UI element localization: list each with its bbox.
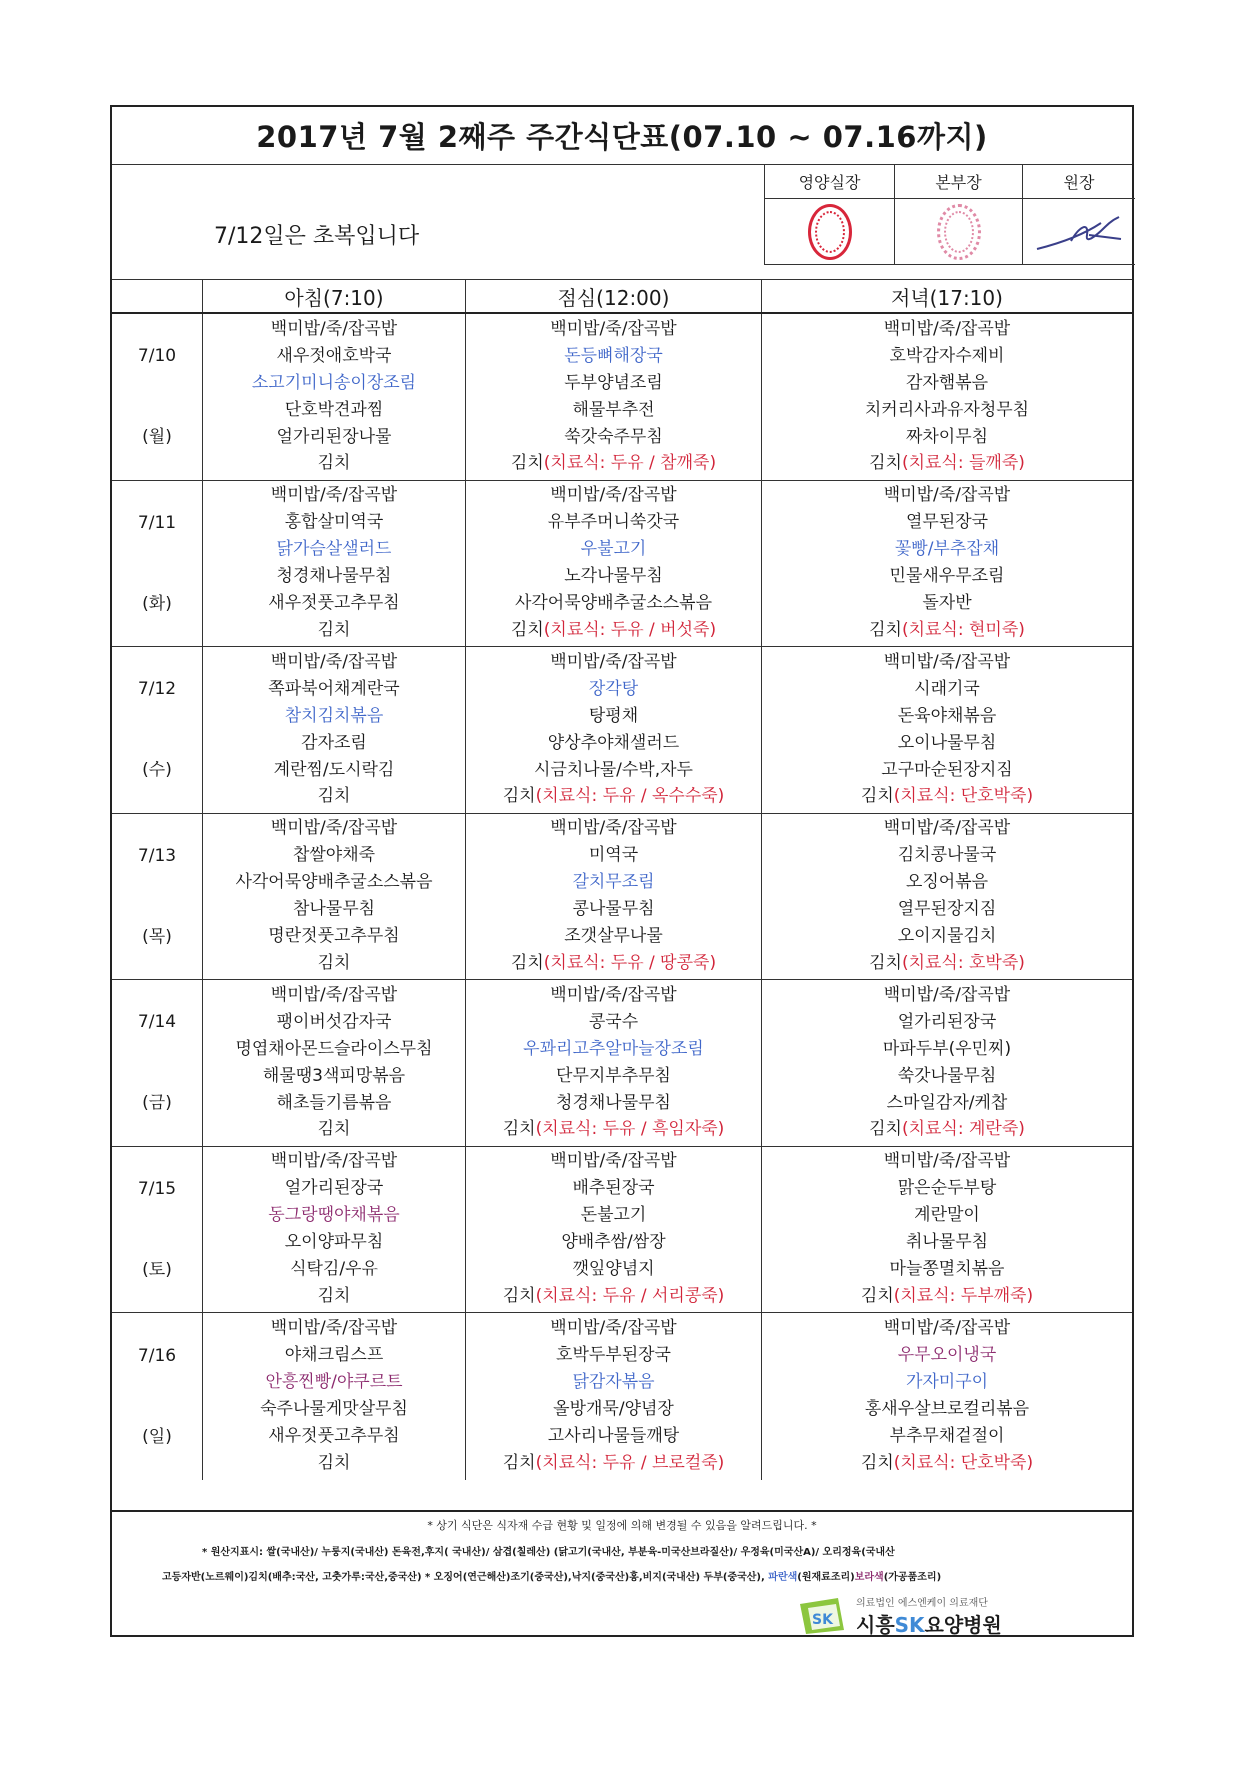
breakfast-cell — [203, 814, 466, 980]
menu-item: 식탁김/우유 — [290, 1259, 378, 1280]
therapeutic-diet-note: (치료식: 호박죽) — [901, 952, 1025, 973]
date-label: 7/13 — [137, 845, 177, 866]
menu-item: 스마일감자/케찹 — [886, 1092, 1008, 1113]
menu-item: 안흥찐빵/야쿠르트 — [265, 1372, 403, 1393]
menu-item: 오이양파무침 — [284, 1232, 384, 1253]
day-row — [112, 314, 1132, 481]
menu-item: 김치 — [317, 952, 351, 973]
menu-item: 노각나물무침 — [564, 566, 663, 587]
menu-item: 김치(치료식: 들깨죽) — [869, 453, 1025, 474]
therapeutic-diet-note: (치료식: 두유 / 흑임자죽) — [535, 1119, 725, 1140]
menu-item: 백미밥/죽/잡곡밥 — [270, 1318, 398, 1339]
menu-item: 새우젓풋고추무침 — [268, 1426, 400, 1447]
menu-item: 김치(치료식: 단호박죽) — [860, 1453, 1034, 1474]
menu-item: 김치(치료식: 두유 / 참깨죽) — [510, 453, 717, 474]
menu-days — [112, 314, 1132, 1480]
org-name: 시흥SK요양병원 — [856, 1613, 1002, 1637]
menu-item: 조갯살무나물 — [564, 926, 663, 947]
day-row — [112, 481, 1132, 648]
menu-item: 얼가리된장국 — [897, 1011, 997, 1032]
menu-table — [112, 279, 1132, 1480]
date-label: 7/14 — [137, 1012, 177, 1033]
menu-item: 백미밥/죽/잡곡밥 — [270, 318, 398, 339]
menu-item: 마늘쫑멸치볶음 — [889, 1259, 1005, 1280]
menu-item: 김치 — [317, 1453, 351, 1474]
menu-item: 단호박견과찜 — [284, 399, 384, 420]
lunch-cell — [466, 1313, 762, 1480]
weekday-label: (금) — [142, 1093, 172, 1114]
date-cell — [112, 1313, 203, 1480]
menu-item: 열무된장국 — [905, 512, 989, 533]
menu-item: 김치(치료식: 호박죽) — [869, 952, 1025, 973]
page-title: 2017년 7월 2째주 주간식단표(07.10 ~ 07.16까지) — [112, 107, 1132, 165]
pink-seal-icon — [937, 204, 981, 260]
menu-item: 두부양념조림 — [564, 372, 663, 393]
menu-item: 해초들기름볶음 — [276, 1092, 392, 1113]
menu-item: 오이나물무침 — [897, 732, 997, 753]
menu-item: 감자조림 — [301, 732, 367, 753]
menu-item: 백미밥/죽/잡곡밥 — [550, 318, 677, 339]
weekday-label: (목) — [142, 926, 172, 947]
approval-stamp-nutrition — [765, 199, 895, 265]
day-row — [112, 814, 1132, 981]
menu-item: 해물부추전 — [572, 399, 655, 420]
menu-item: 해물땡3색피망볶음 — [262, 1065, 406, 1086]
approval-box — [764, 165, 1134, 265]
day-row — [112, 1313, 1132, 1480]
menu-item: 김치(치료식: 단호박죽) — [860, 786, 1034, 807]
date-label: 7/11 — [137, 512, 177, 533]
day-row — [112, 980, 1132, 1147]
approval-label: 원장 — [1023, 165, 1135, 199]
menu-item: 부추무채겉절이 — [889, 1426, 1005, 1447]
menu-item: 홍합살미역국 — [284, 512, 384, 533]
menu-item: 참치김치볶음 — [284, 705, 384, 726]
origin-info-2: 고등자반(노르웨이)김치(배추:국산, 고춧가루:국산,중국산) * 오징어(연근해산)조기(중국산),낙지(중국산)홍,비지(국내산) 두부(중국산), 파란색(원재료조리)보라색(가공품조리) — [162, 1572, 942, 1583]
menu-item: 쑥갓숙주무침 — [564, 426, 663, 447]
menu-item: 유부주머니쑥갓국 — [547, 512, 680, 533]
breakfast-header: 아침(7:10) — [203, 280, 466, 312]
menu-item: 계란찜/도시락김 — [273, 759, 395, 780]
dinner-cell — [762, 481, 1132, 647]
footer-notice: * 상기 식단은 식자재 수급 현황 및 일정에 의해 변경될 수 있음을 알려드립니다. * — [427, 1519, 817, 1532]
menu-item: 백미밥/죽/잡곡밥 — [883, 651, 1011, 672]
date-cell — [112, 481, 203, 647]
lunch-cell — [466, 647, 762, 813]
menu-item: 백미밥/죽/잡곡밥 — [883, 1151, 1011, 1172]
menu-item: 백미밥/죽/잡곡밥 — [550, 1318, 677, 1339]
breakfast-cell — [203, 647, 466, 813]
menu-item: 소고기미니송이장조림 — [251, 372, 417, 393]
footer — [112, 1510, 1132, 1635]
menu-item: 양상추야채샐러드 — [547, 732, 680, 753]
menu-item: 우무오이냉국 — [897, 1345, 997, 1366]
menu-item: 콩나물무침 — [572, 899, 655, 920]
signature-icon — [1031, 205, 1127, 259]
menu-item: 얼가리된장나물 — [276, 426, 392, 447]
therapeutic-diet-note: (치료식: 두유 / 땅콩죽) — [543, 952, 717, 973]
menu-item: 백미밥/죽/잡곡밥 — [883, 984, 1011, 1005]
menu-item: 미역국 — [588, 845, 639, 866]
menu-item: 시금치나물/수박,자두 — [534, 759, 693, 780]
menu-item: 얼가리된장국 — [284, 1178, 384, 1199]
therapeutic-diet-note: (치료식: 계란죽) — [901, 1119, 1025, 1140]
breakfast-cell — [203, 980, 466, 1146]
menu-item: 백미밥/죽/잡곡밥 — [883, 818, 1011, 839]
breakfast-cell — [203, 481, 466, 647]
menu-item: 야채크림스프 — [284, 1345, 384, 1366]
therapeutic-diet-note: (치료식: 두유 / 브로컬죽) — [535, 1453, 725, 1474]
approval-label: 본부장 — [895, 165, 1023, 199]
menu-item: 장각탕 — [588, 678, 639, 699]
menu-item: 김치(치료식: 현미죽) — [869, 619, 1025, 640]
dinner-cell — [762, 1313, 1132, 1480]
legend-blue: 파란색 — [768, 1572, 798, 1583]
menu-item: 닭감자볶음 — [572, 1372, 655, 1393]
day-row — [112, 1147, 1132, 1314]
menu-item: 김치(치료식: 두유 / 땅콩죽) — [510, 952, 717, 973]
therapeutic-diet-note: (치료식: 두유 / 참깨죽) — [543, 453, 717, 474]
menu-item: 김치(치료식: 두유 / 서리콩죽) — [502, 1285, 725, 1306]
menu-item: 닭가슴살샐러드 — [276, 539, 392, 560]
breakfast-cell — [203, 1313, 466, 1480]
menu-item: 돌자반 — [922, 593, 972, 614]
menu-item: 찹쌀야채죽 — [292, 845, 376, 866]
weekday-label: (토) — [142, 1259, 172, 1280]
date-label: 7/10 — [137, 346, 177, 367]
date-cell — [112, 980, 203, 1146]
menu-item: 계란말이 — [914, 1205, 980, 1226]
date-label: 7/16 — [137, 1345, 177, 1366]
menu-item: 시래기국 — [914, 678, 980, 699]
menu-item: 김치(치료식: 두유 / 옥수수죽) — [502, 786, 725, 807]
date-cell — [112, 1147, 203, 1313]
notice-text: 7/12일은 초복입니다 — [214, 224, 420, 249]
menu-item: 청경채나물무침 — [276, 566, 392, 587]
menu-item: 김치(치료식: 두유 / 흑임자죽) — [502, 1119, 725, 1140]
date-cell — [112, 314, 203, 480]
legend-purple: 보라색 — [854, 1572, 884, 1583]
therapeutic-diet-note: (치료식: 두유 / 옥수수죽) — [535, 786, 725, 807]
lunch-cell — [466, 980, 762, 1146]
weekday-label: (수) — [142, 760, 172, 781]
org-subtitle: 의료법인 에스엔케이 의료재단 — [856, 1598, 988, 1609]
lunch-cell — [466, 314, 762, 480]
menu-item: 짜차이무침 — [905, 426, 989, 447]
menu-item: 돈육야채볶음 — [897, 705, 997, 726]
therapeutic-diet-note: (치료식: 단호박죽) — [893, 1453, 1034, 1474]
menu-item: 오징어볶음 — [905, 872, 989, 893]
menu-item: 열무된장지짐 — [897, 899, 997, 920]
menu-item: 배추된장국 — [572, 1178, 655, 1199]
menu-item: 숙주나물게맛살무침 — [260, 1399, 408, 1420]
menu-table-header — [112, 280, 1132, 314]
dinner-cell — [762, 314, 1132, 480]
menu-item: 김치 — [317, 453, 351, 474]
menu-item: 백미밥/죽/잡곡밥 — [270, 984, 398, 1005]
menu-item: 백미밥/죽/잡곡밥 — [270, 485, 398, 506]
breakfast-cell — [203, 1147, 466, 1313]
date-header — [112, 280, 203, 312]
hospital-logo — [798, 1594, 1002, 1638]
red-seal-icon — [808, 204, 852, 260]
menu-item: 김치(치료식: 두유 / 브로컬죽) — [502, 1453, 725, 1474]
menu-item: 김치(치료식: 계란죽) — [869, 1119, 1025, 1140]
menu-document — [110, 105, 1134, 1637]
approval-stamp-director — [895, 199, 1023, 265]
menu-item: 백미밥/죽/잡곡밥 — [550, 485, 677, 506]
dinner-cell — [762, 1147, 1132, 1313]
therapeutic-diet-note: (치료식: 현미죽) — [901, 619, 1025, 640]
menu-item: 콩국수 — [588, 1011, 639, 1032]
approval-signature — [1023, 199, 1135, 265]
menu-item: 백미밥/죽/잡곡밥 — [550, 1151, 677, 1172]
date-cell — [112, 814, 203, 980]
sk-logo-icon — [798, 1596, 846, 1636]
menu-item: 참나물무침 — [292, 899, 376, 920]
menu-item: 오이지물김치 — [897, 926, 997, 947]
dinner-cell — [762, 647, 1132, 813]
menu-item: 우불고기 — [580, 539, 647, 560]
menu-item: 새우젓애호박국 — [276, 345, 392, 366]
therapeutic-diet-note: (치료식: 단호박죽) — [893, 786, 1034, 807]
menu-item: 동그랑땡야채볶음 — [268, 1205, 400, 1226]
lunch-cell — [466, 1147, 762, 1313]
menu-item: 고사리나물들깨탕 — [547, 1426, 680, 1447]
menu-item: 가자미구이 — [905, 1372, 989, 1393]
menu-item: 명란젓풋고추무침 — [268, 926, 400, 947]
lunch-cell — [466, 481, 762, 647]
menu-item: 올방개묵/양념장 — [553, 1399, 674, 1420]
menu-item: 팽이버섯감자국 — [276, 1011, 392, 1032]
weekday-label: (월) — [142, 427, 172, 448]
dinner-cell — [762, 814, 1132, 980]
menu-item: 꽃빵/부추잡채 — [894, 539, 1000, 560]
menu-item: 사각어묵양배추굴소스볶음 — [514, 593, 713, 614]
menu-item: 백미밥/죽/잡곡밥 — [550, 651, 677, 672]
menu-item: 양배추쌈/쌈장 — [561, 1232, 666, 1253]
date-label: 7/15 — [137, 1178, 177, 1199]
menu-item: 갈치무조림 — [572, 872, 655, 893]
origin-info: * 원산지표시: 쌀(국내산)/ 누룽지(국내산) 돈육전,후지( 국내산)/ 삼겹(칠레산) (닭고기(국내산, 부분육-미국산브라질산)/ 우정육(미국산A)/ 오리정육(국내산 — [202, 1547, 895, 1558]
menu-item: 새우젓풋고추무침 — [268, 593, 400, 614]
menu-item: 취나물무침 — [905, 1232, 989, 1253]
menu-item: 백미밥/죽/잡곡밥 — [550, 984, 677, 1005]
menu-item: 김치(치료식: 두부깨죽) — [860, 1285, 1034, 1306]
menu-item: 마파두부(우민찌) — [882, 1038, 1012, 1059]
therapeutic-diet-note: (치료식: 두부깨죽) — [893, 1285, 1034, 1306]
menu-item: 호박두부된장국 — [556, 1345, 671, 1366]
lunch-cell — [466, 814, 762, 980]
menu-item: 탕평채 — [588, 705, 639, 726]
menu-item: 백미밥/죽/잡곡밥 — [270, 818, 398, 839]
menu-item: 맑은순두부탕 — [897, 1178, 997, 1199]
therapeutic-diet-note: (치료식: 들깨죽) — [901, 453, 1025, 474]
menu-item: 단무지부추무침 — [556, 1065, 671, 1086]
menu-item: 감자햄볶음 — [905, 372, 989, 393]
dinner-header: 저녁(17:10) — [891, 285, 1003, 310]
menu-item: 김치 — [317, 786, 351, 807]
date-label: 7/12 — [137, 679, 177, 700]
dinner-cell — [762, 980, 1132, 1146]
day-row — [112, 647, 1132, 814]
menu-item: 백미밥/죽/잡곡밥 — [270, 651, 398, 672]
svg-text:SK: SK — [812, 1612, 833, 1628]
menu-item: 김치(치료식: 두유 / 버섯죽) — [510, 619, 717, 640]
menu-item: 김치 — [317, 1285, 351, 1306]
therapeutic-diet-note: (치료식: 두유 / 서리콩죽) — [535, 1285, 725, 1306]
menu-item: 우꽈리고추알마늘장조림 — [523, 1038, 704, 1059]
menu-item: 홍새우살브로컬리볶음 — [864, 1399, 1030, 1420]
weekday-label: (화) — [142, 593, 172, 614]
menu-item: 김치콩나물국 — [897, 845, 997, 866]
menu-item: 돈등뼈해장국 — [564, 345, 663, 366]
menu-item: 쪽파북어채계란국 — [268, 678, 400, 699]
menu-item: 김치 — [317, 619, 351, 640]
date-cell — [112, 647, 203, 813]
therapeutic-diet-note: (치료식: 두유 / 버섯죽) — [543, 619, 717, 640]
menu-item: 백미밥/죽/잡곡밥 — [550, 818, 677, 839]
menu-item: 쑥갓나물무침 — [897, 1065, 997, 1086]
menu-item: 명엽채아몬드슬라이스무침 — [235, 1038, 433, 1059]
menu-item: 민물새우무조림 — [889, 566, 1005, 587]
menu-item: 백미밥/죽/잡곡밥 — [270, 1151, 398, 1172]
menu-item: 고구마순된장지짐 — [881, 759, 1013, 780]
menu-item: 백미밥/죽/잡곡밥 — [883, 318, 1011, 339]
menu-item: 백미밥/죽/잡곡밥 — [883, 1318, 1011, 1339]
approval-label: 영양실장 — [765, 165, 895, 199]
menu-item: 김치 — [317, 1119, 351, 1140]
menu-item: 치커리사과유자청무침 — [864, 399, 1030, 420]
lunch-header: 점심(12:00) — [466, 280, 762, 312]
menu-item: 사각어묵양배추굴소스볶음 — [235, 872, 433, 893]
menu-item: 백미밥/죽/잡곡밥 — [883, 485, 1011, 506]
menu-item: 청경채나물무침 — [556, 1092, 671, 1113]
weekday-label: (일) — [142, 1426, 172, 1447]
menu-item: 깻잎양념지 — [572, 1259, 655, 1280]
menu-item: 호박감자수제비 — [889, 345, 1005, 366]
breakfast-cell — [203, 314, 466, 480]
menu-item: 돈불고기 — [580, 1205, 647, 1226]
